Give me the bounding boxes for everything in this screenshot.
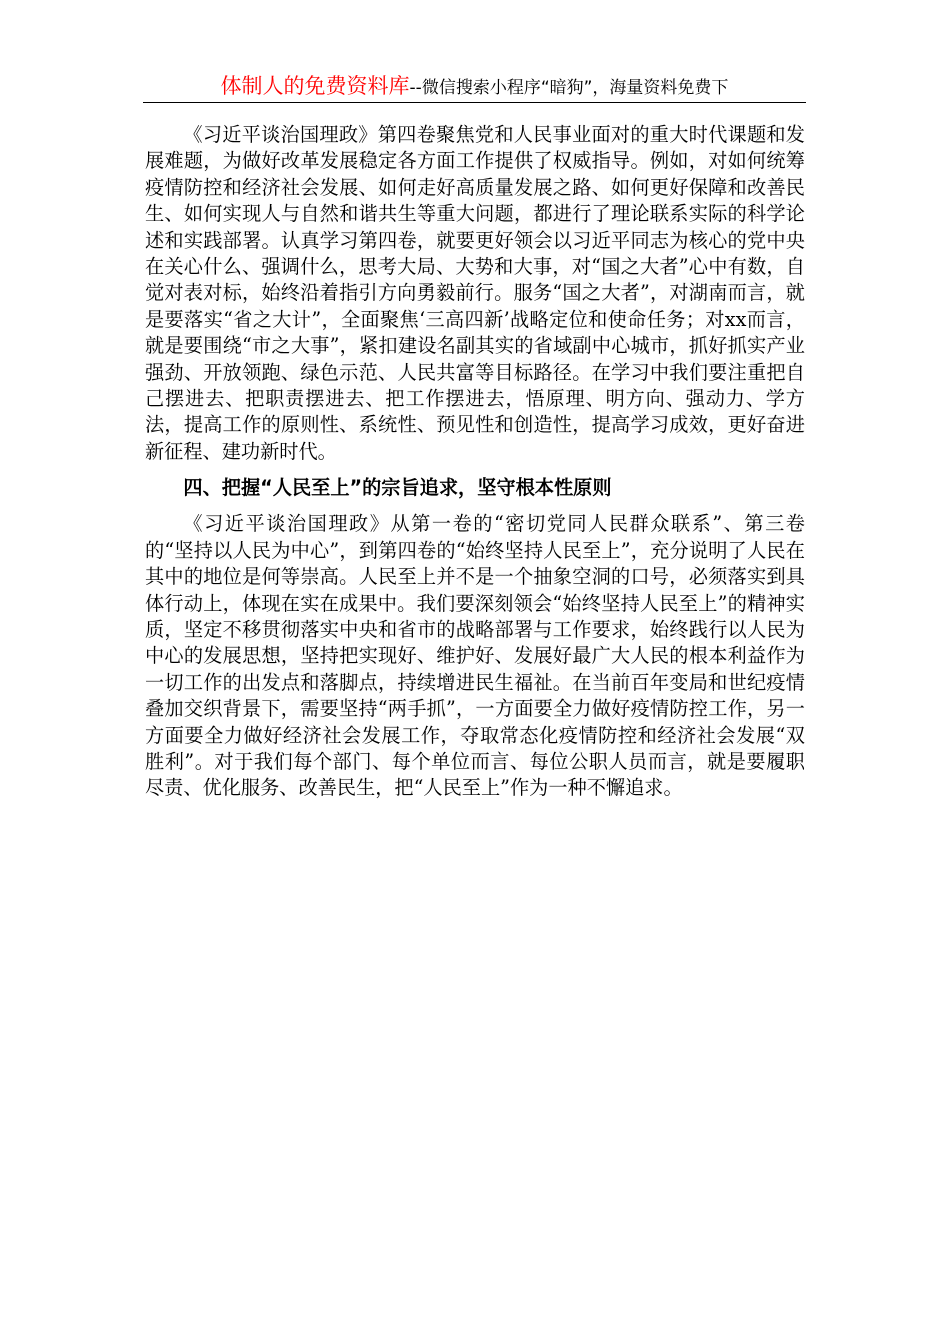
page-header bbox=[143, 70, 806, 103]
document-body bbox=[145, 122, 805, 802]
section-heading: 四、把握“人民至上”的宗旨追求，坚守根本性原则 bbox=[183, 476, 612, 500]
paragraph: 《习近平谈治国理政》第四卷聚焦党和人民事业面对的重大时代课题和发展难题，为做好改革发展稳定各方面工作提供了权威指导。例如，对如何统筹疫情防控和经济社会发展、如何走好高质量发展之路、如何更好保障和改善民生、如何实现人与自然和谐共生等重大问题，都进行了理论联系实际的科学论述和实践部署。认真学习第四卷，就要更好领会以习近平同志为核心的党中央在关心什么、强调什么，思考大局、大势和大事，对“国之大者”心中有数，自觉对表对标，始终沿着指引方向勇毅前行。服务“国之大者”，对湖南而言，就是要落实“省之大计”，全面聚焦‘三高四新’战略定位和使命任务；对xx而言，就是要围绕“市之大事”，紧扣建设名副其实的省域副中心城市，抓好抓实产业强劲、开放领跑、绿色示范、人民共富等目标路径。在学习中我们要注重把自己摆进去、把职责摆进去、把工作摆进去，悟原理、明方向、强动力、学方法，提高工作的原则性、系统性、预见性和创造性，提高学习成效，更好奋进新征程、建功新时代。 bbox=[145, 123, 805, 463]
paragraph: 《习近平谈治国理政》从第一卷的“密切党同人民群众联系”、第三卷的“坚持以人民为中心”，到第四卷的“始终坚持人民至上”，充分说明了人民在其中的地位是何等崇高。人民至上并不是一个抽象空洞的口号，必须落实到具体行动上，体现在实在成果中。我们要深刻领会“始终坚持人民至上”的精神实质，坚定不移贯彻落实中央和省市的战略部署与工作要求，始终践行以人民为中心的发展思想，坚持把实现好、维护好、发展好最广大人民的根本利益作为一切工作的出发点和落脚点，持续增进民生福祉。在当前百年变局和世纪疫情叠加交织背景下，需要坚持“两手抓”，一方面要全力做好疫情防控工作，另一方面要全力做好经济社会发展工作，夺取常态化疫情防控和经济社会发展“双胜利”。对于我们每个部门、每个单位而言、每位公职人员而言，就是要履职尽责、优化服务、改善民生，把“人民至上”作为一种不懈追求。 bbox=[145, 512, 805, 800]
header-brand: 体制人的免费资料库 bbox=[220, 74, 410, 98]
header-note: --微信搜索小程序“暗狗”，海量资料免费下 bbox=[409, 78, 729, 98]
